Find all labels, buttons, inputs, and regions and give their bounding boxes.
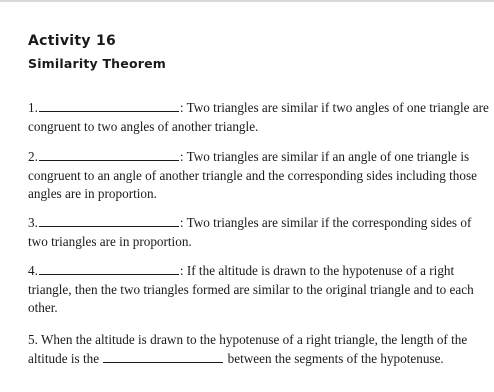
question-number: 2. — [28, 149, 38, 164]
answer-blank[interactable] — [39, 262, 179, 275]
question-2 — [28, 148, 490, 204]
question-4 — [28, 262, 490, 318]
answer-blank[interactable] — [39, 214, 179, 227]
question-text-after: between the segments of the hypotenuse. — [227, 350, 444, 366]
question-text: : If the altitude is drawn to the hypotenuse of a right triangle, then the two triangles formed are similar to the original triangle and to each other. — [28, 263, 474, 315]
activity-title: Activity 16 — [28, 33, 117, 49]
question-number: 3. — [28, 215, 38, 230]
question-5 — [28, 331, 490, 368]
question-text: : Two triangles are similar if an angle of one triangle is congruent to an angle of another triangle and the corresponding sides including those angles are in proportion. — [28, 149, 477, 201]
activity-subtitle: Similarity Theorem — [28, 56, 166, 71]
question-1 — [28, 99, 490, 136]
question-number: 4. — [28, 263, 38, 278]
question-text-before: 5. When the altitude is drawn to the hypotenuse of a right triangle, the length of the altitude is the — [28, 332, 468, 366]
answer-blank[interactable] — [39, 148, 179, 161]
answer-blank[interactable] — [103, 350, 223, 363]
answer-blank[interactable] — [39, 99, 179, 112]
question-3 — [28, 214, 490, 251]
question-number: 1. — [28, 100, 38, 115]
question-text: : Two triangles are similar if the corresponding sides of two triangles are in proportion. — [28, 215, 472, 249]
question-text: : Two triangles are similar if two angles of one triangle are congruent to two angles of another triangle. — [28, 100, 489, 134]
top-border — [0, 0, 494, 2]
